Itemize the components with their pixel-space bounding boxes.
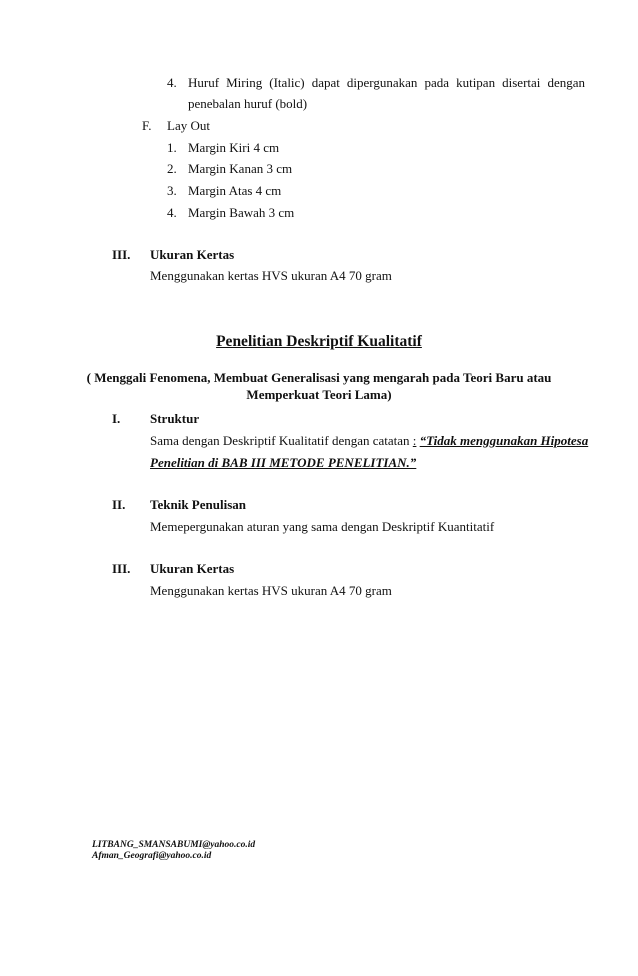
quote-line-1: “Tidak menggunakan Hipotesa — [419, 433, 589, 448]
section-numeral: II. — [112, 497, 126, 512]
section-letter: F. — [142, 118, 152, 133]
list-number: 4. — [167, 205, 177, 220]
section-text: Memepergunakan aturan yang sama dengan Deskriptif Kuantitatif — [150, 519, 495, 534]
list-item: Margin Bawah 3 cm — [188, 205, 295, 220]
quote-line-2: Penelitian di BAB III METODE PENELITIAN.” — [150, 455, 417, 470]
list-number: 2. — [167, 161, 177, 176]
list-number: 4. — [167, 75, 177, 90]
list-item-text-continued: penebalan huruf (bold) — [188, 96, 308, 111]
list-item: Margin Kiri 4 cm — [188, 140, 280, 155]
page-title: Penelitian Deskriptif Kualitatif — [216, 333, 422, 350]
subtitle-line-2: Memperkuat Teori Lama) — [246, 387, 392, 402]
list-item-text: Huruf Miring (Italic) dapat dipergunakan pada kutipan disertai dengan — [188, 75, 585, 90]
section-numeral: III. — [112, 247, 131, 262]
section-text: Menggunakan kertas HVS ukuran A4 70 gram — [150, 583, 392, 598]
list-item: Margin Kanan 3 cm — [188, 161, 293, 176]
subtitle-line-1: ( Menggali Fenomena, Membuat Generalisasi yang mengarah pada Teori Baru atau — [86, 370, 552, 385]
list-number: 3. — [167, 183, 177, 198]
section-numeral: III. — [112, 561, 131, 576]
section-heading: Ukuran Kertas — [150, 561, 235, 576]
section-text: Menggunakan kertas HVS ukuran A4 70 gram — [150, 268, 392, 283]
section-text — [150, 433, 588, 449]
list-item: Margin Atas 4 cm — [188, 183, 282, 198]
list-number: 1. — [167, 140, 177, 155]
footer-email-2: Afman_Geografi@yahoo.co.id — [92, 851, 212, 861]
section-heading: Ukuran Kertas — [150, 247, 235, 262]
section-heading: Teknik Penulisan — [150, 497, 246, 512]
section-label: Lay Out — [167, 118, 210, 133]
section-text-prefix: Sama dengan Deskriptif Kualitatif dengan catatan — [150, 433, 413, 448]
section-heading: Struktur — [150, 411, 200, 426]
footer-email-1: LITBANG_SMANSABUMI@yahoo.co.id — [92, 840, 256, 850]
section-numeral: I. — [112, 411, 121, 426]
colon-mark: : — [412, 433, 417, 448]
